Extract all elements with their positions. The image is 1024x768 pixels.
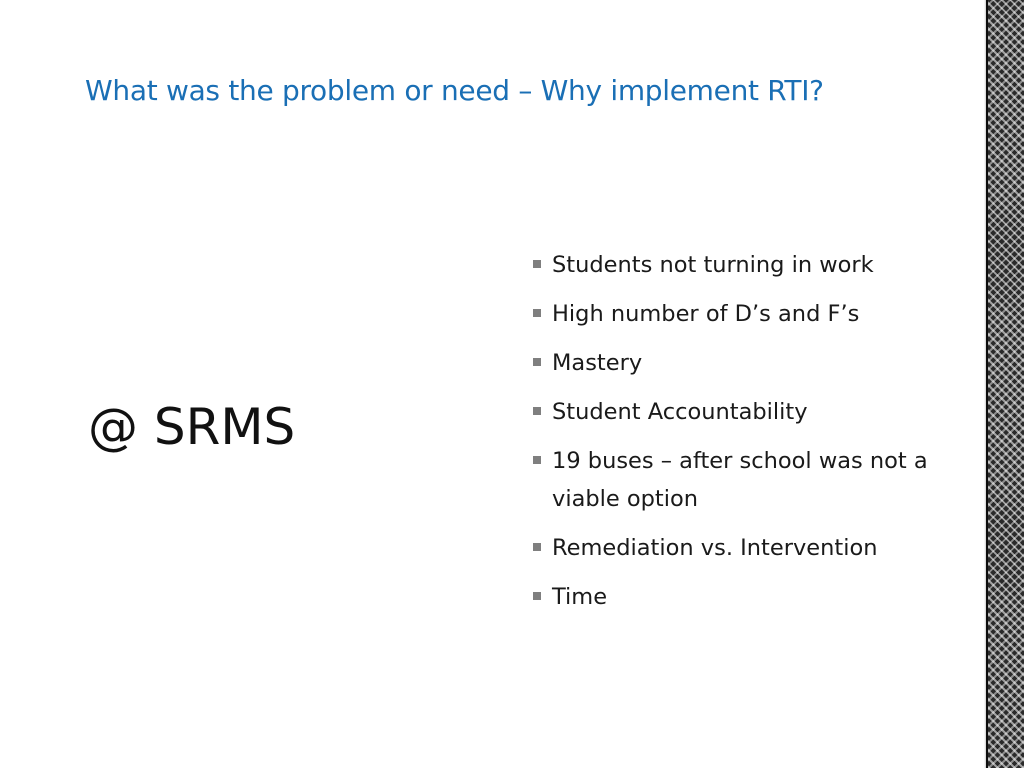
list-item <box>533 393 963 431</box>
list-item <box>533 295 963 333</box>
bullet-text: Mastery <box>552 350 643 376</box>
list-item <box>533 246 963 284</box>
square-bullet-icon <box>533 358 541 366</box>
square-bullet-icon <box>533 456 541 464</box>
list-item <box>533 578 963 616</box>
bullet-text: Students not turning in work <box>552 252 874 278</box>
list-item <box>533 442 963 518</box>
square-bullet-icon <box>533 592 541 600</box>
square-bullet-icon <box>533 543 541 551</box>
bullet-text: 19 buses – after school was not a viable option <box>552 448 928 512</box>
list-item <box>533 529 963 567</box>
side-heading: @ SRMS <box>88 398 296 456</box>
decorative-side-border <box>988 0 1024 768</box>
bullet-text: Student Accountability <box>552 399 808 425</box>
bullet-list <box>533 246 963 627</box>
slide-title: What was the problem or need – Why implement RTI? <box>85 74 824 107</box>
bullet-text: Remediation vs. Intervention <box>552 535 878 561</box>
square-bullet-icon <box>533 309 541 317</box>
list-item <box>533 344 963 382</box>
bullet-text: High number of D’s and F’s <box>552 301 860 327</box>
square-bullet-icon <box>533 407 541 415</box>
square-bullet-icon <box>533 260 541 268</box>
bullet-text: Time <box>552 584 608 610</box>
